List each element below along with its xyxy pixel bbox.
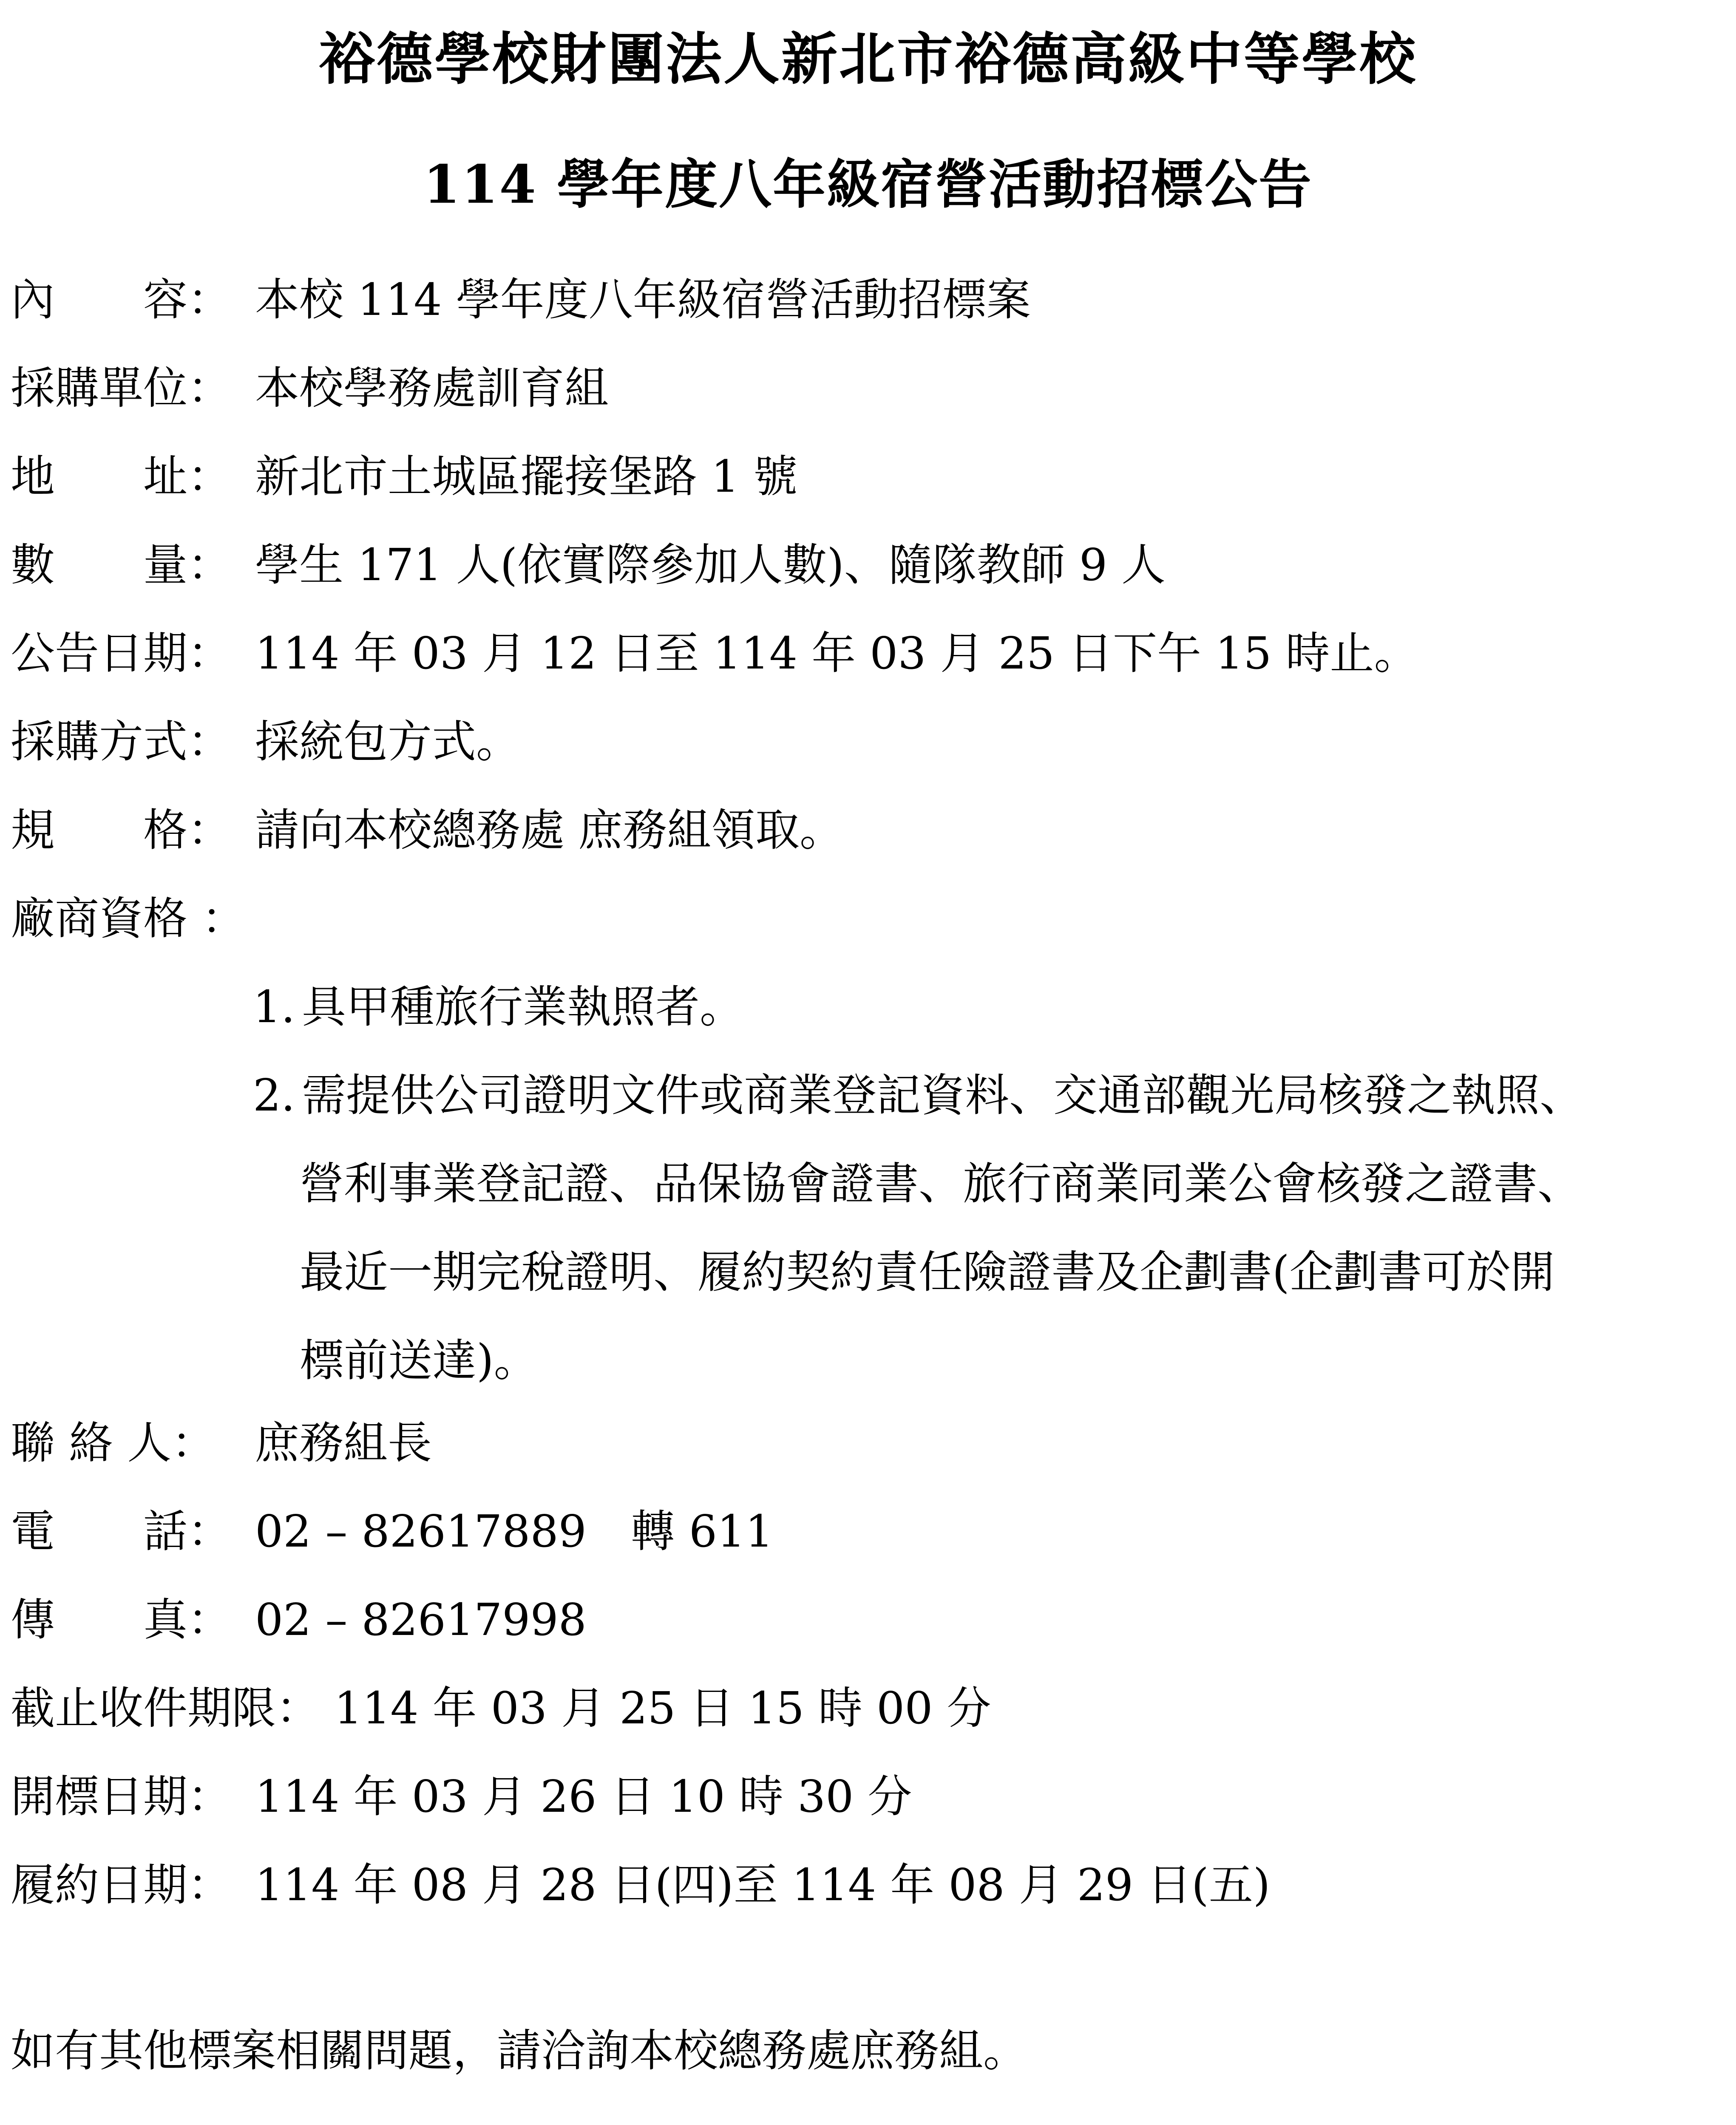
field-label: 數 量：: [11, 539, 232, 591]
footer-note: 如有其他標案相關問題，請洽詢本校總務處庶務組。: [11, 2025, 1028, 2077]
item-text: 需提供公司證明文件或商業登記資料、交通部觀光局核發之執照、: [302, 1069, 1584, 1121]
field-value: 採統包方式。: [255, 716, 521, 768]
field-label: 截止收件期限：: [11, 1682, 321, 1734]
field-value: 114 年 03 月 26 日 10 時 30 分: [255, 1771, 912, 1822]
field-value: 請向本校總務處 庶務組領取。: [255, 804, 844, 856]
field-purchase-method: [11, 714, 1710, 769]
field-value: 庶務組長: [255, 1417, 432, 1469]
item-text: 最近一期完稅證明、履約契約責任險證書及企劃書(企劃書可於開: [300, 1246, 1555, 1298]
item-text: 具甲種旅行業執照者。: [302, 981, 744, 1033]
field-announce-date: [11, 626, 1710, 681]
field-label: 聯 絡 人：: [11, 1417, 216, 1469]
item-continuation: [300, 1139, 1702, 1405]
field-label: 採購單位：: [11, 362, 232, 414]
field-deadline: [11, 1680, 1710, 1736]
field-label: 廠商資格 ：: [11, 892, 246, 944]
field-label: 電 話：: [11, 1505, 232, 1557]
field-label: 傳 真：: [11, 1594, 232, 1646]
field-label: 採購方式：: [11, 716, 232, 768]
field-label: 地 址：: [11, 450, 232, 502]
field-specification: [11, 802, 1710, 858]
field-performance-date: [11, 1857, 1710, 1912]
qualification-item-2: [253, 1051, 1710, 1386]
field-value: 本校 114 學年度八年級宿營活動招標案: [255, 274, 1031, 326]
field-label: 履約日期：: [11, 1859, 232, 1911]
item-text: 標前送達)。: [300, 1334, 538, 1386]
item-number: 2.: [253, 1069, 295, 1121]
field-value: 學生 171 人(依實際參加人數)、隨隊教師 9 人: [255, 539, 1166, 591]
field-label: 開標日期：: [11, 1771, 232, 1822]
field-value: 02 – 82617889 轉 611: [255, 1505, 774, 1557]
field-opening-date: [11, 1769, 1710, 1824]
field-label: 規 格：: [11, 804, 232, 856]
item-text: 營利事業登記證、品保協會證書、旅行商業同業公會核發之證書、: [300, 1158, 1582, 1210]
field-value: 114 年 03 月 25 日 15 時 00 分: [320, 1682, 991, 1734]
field-value: 114 年 08 月 28 日(四)至 114 年 08 月 29 日(五): [255, 1859, 1271, 1911]
field-qualifications: [11, 891, 1710, 946]
qualification-item-1: [253, 963, 1710, 1051]
field-value: 02 – 82617998: [255, 1594, 587, 1646]
field-value: 114 年 03 月 12 日至 114 年 03 月 25 日下午 15 時止。: [255, 627, 1418, 679]
field-content: [11, 272, 1710, 327]
field-label: 內 容：: [11, 274, 232, 326]
school-name-title: 裕德學校財團法人新北市裕德高級中等學校: [319, 26, 1417, 92]
field-label: 公告日期：: [11, 627, 232, 679]
field-purchasing-unit: [11, 360, 1710, 416]
field-contact-person: [11, 1415, 1710, 1470]
item-number: 1.: [253, 981, 295, 1033]
field-quantity: [11, 537, 1710, 592]
field-value: 本校學務處訓育組: [255, 362, 609, 414]
field-phone: [11, 1504, 1710, 1559]
field-fax: [11, 1592, 1710, 1647]
field-value: 新北市土城區擺接堡路 1 號: [255, 450, 798, 502]
announcement-title: 114 學年度八年級宿營活動招標公告: [423, 154, 1313, 215]
field-address: [11, 449, 1710, 504]
